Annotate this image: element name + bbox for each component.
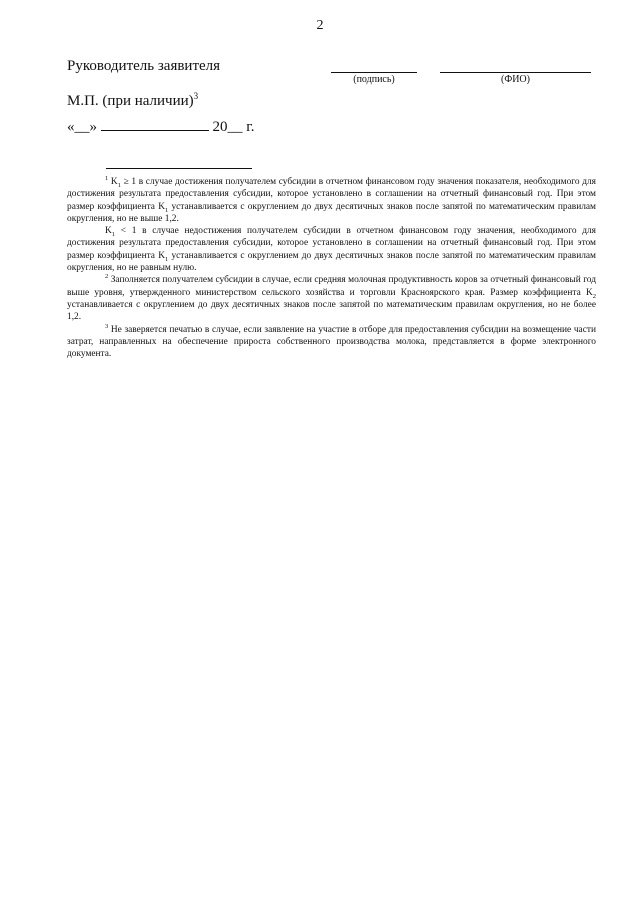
date-day-blank: __ [74,119,90,135]
name-caption: (ФИО) [500,74,530,85]
footnotes [67,176,596,360]
footnote-1-relation: ≥ 1 [120,177,137,187]
footnote-1b-symbol: K [105,226,112,237]
footnote-2-marker: 2 [105,273,109,281]
footnote-3-marker: 3 [105,322,109,330]
footnote-1-symbol-2: K [158,201,165,212]
date-year-blank: __ [227,119,243,135]
footnote-1-body: в случае достижения получателем субсидии в отчетном финансовом году значения показателя, необходимого для достижения результата предоставления субсидии, которое установлено в соглашении на отчетный финансовый год. При этом размер коэффициента [67,177,596,212]
footnote-2-text-a: Заполняется получателем субсидии в случае, если средняя молочная продуктивность коров за отчетный финансовый год выше уровня, утвержденного министерством сельского хозяйства и торговли Красноярского края. Размер коэффициента [67,275,596,298]
footnote-2-symbol: K [585,287,593,298]
signature-caption: (подпись) [353,74,395,85]
stamp-label [67,91,198,110]
applicant-head-label: Руководитель заявителя [67,58,221,74]
footnote-2-text-b: устанавливается с округлением до двух десятичных знаков после запятой по математическим правилам округления, но не более 1,2. [67,299,596,323]
date-open-quote: « [67,119,75,135]
footnote-1b-symbol-2-index: 1 [164,255,169,263]
footnote-1b-relation: < 1 [115,226,137,237]
footnote-2-symbol-index: 2 [592,292,596,300]
footnote-1-symbol-2-index: 1 [164,206,169,214]
footnote-1-symbol-index: 1 [117,181,121,189]
date-field [67,119,254,136]
page-number: 2 [316,18,324,33]
footnote-1b-symbol-2: K [158,250,165,261]
footnote-separator [106,168,252,169]
footnote-3-text: Не заверяется печатью в случае, если заявление на участие в отборе для предоставления субсидии на возмещение части затрат, направленных на обеспечение прироста собственного производства молока, представляется в форме электронного документа. [67,324,596,360]
stamp-footnote-ref: 3 [193,91,199,101]
footnote-1-marker: 1 [105,174,109,182]
footnote-1-tail: устанавливается с округлением до двух десятичных знаков после запятой по математическим правилам округления, но не выше 1,2. [67,201,596,224]
footnote-2 [67,274,596,323]
footnote-3 [67,324,596,361]
signature-line [331,72,417,73]
date-month-blank [101,130,209,131]
date-year-suffix: г. [246,119,255,135]
footnote-1b-symbol-index: 1 [111,231,116,239]
footnote-1-continued [67,225,596,274]
footnote-1-symbol: K [110,177,118,187]
date-close-quote: » [89,119,97,135]
footnote-1b-body: в случае недостижения получателем субсидии в отчетном финансовом году значения, необходимого для достижения результата предоставления субсидии, которое установлено в соглашении на отчетный финансовый год. При этом размер коэффициента [67,226,596,261]
footnote-1b-tail: устанавливается с округлением до двух десятичных знаков после запятой по математическим правилам округления, но не равным нулю. [67,250,596,274]
stamp-text: М.П. (при наличии) [67,93,194,109]
name-line [440,72,591,73]
date-year-prefix: 20 [212,119,228,135]
footnote-1 [67,176,596,225]
